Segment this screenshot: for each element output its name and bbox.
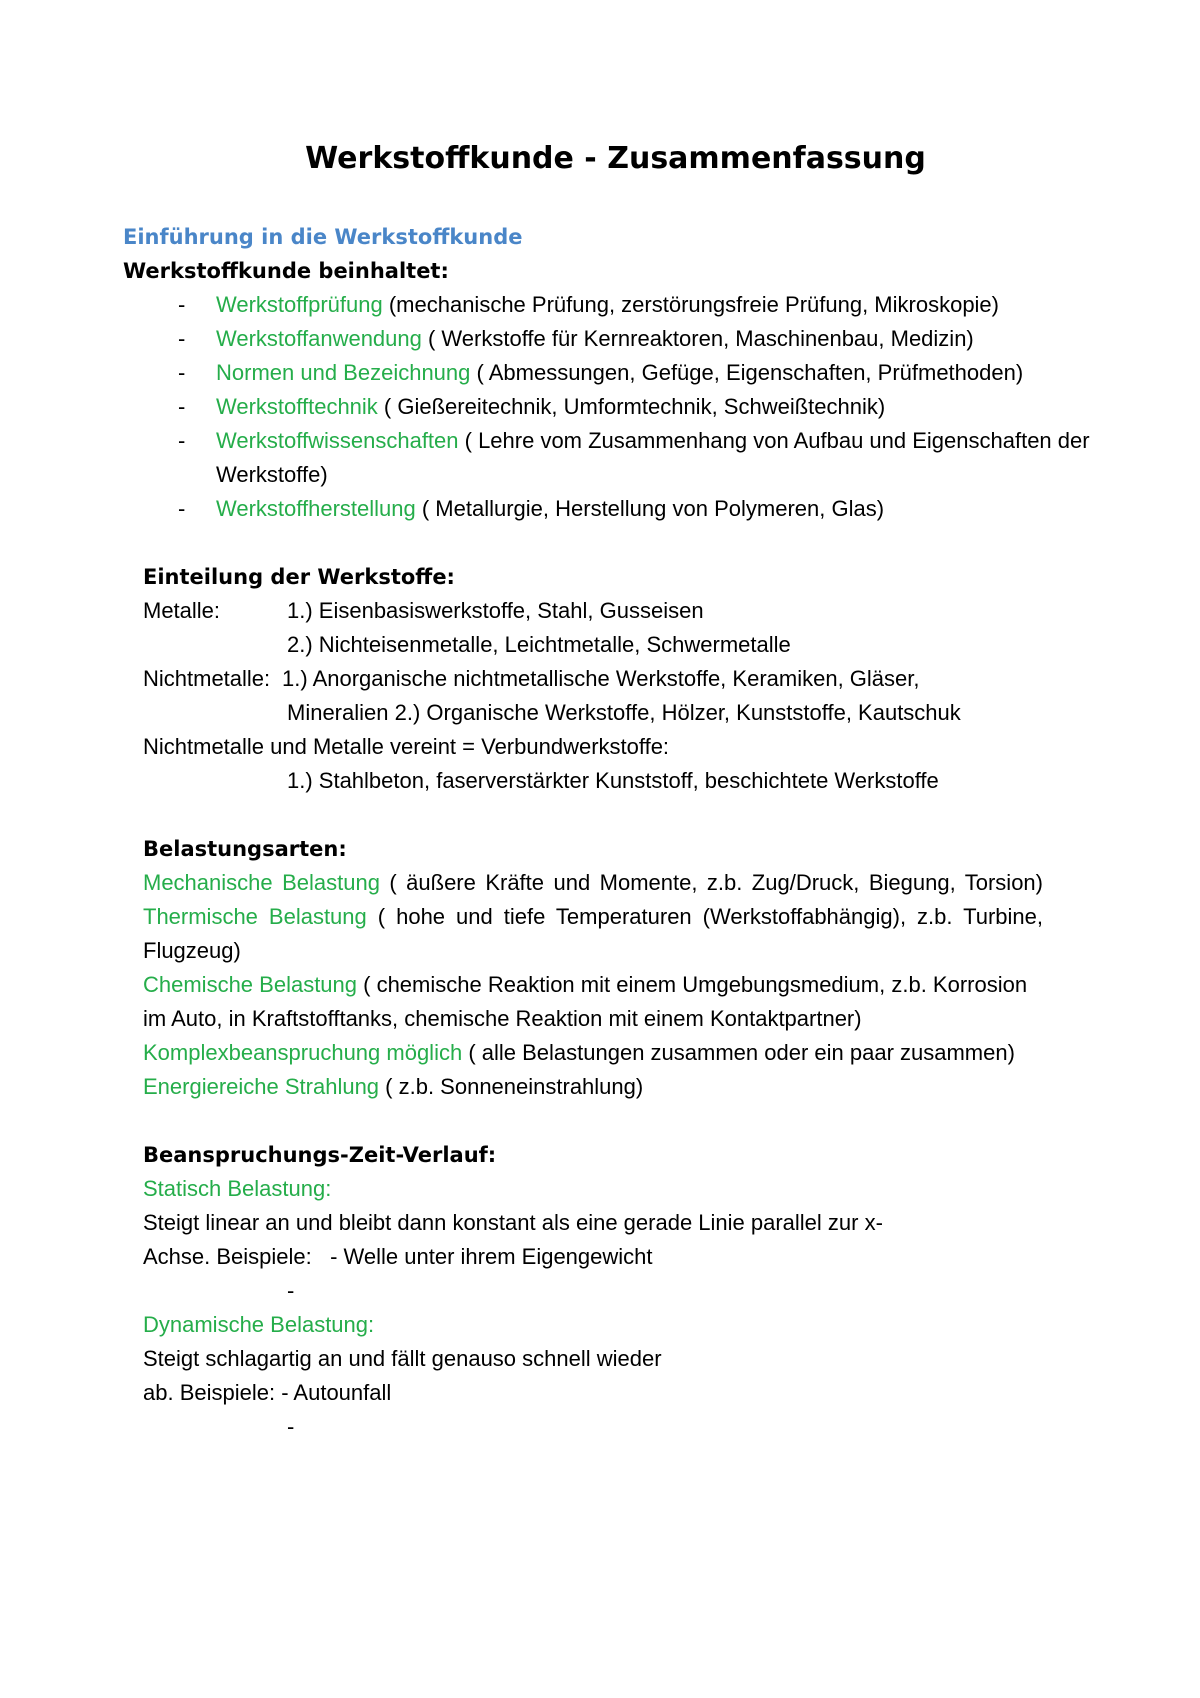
verlauf-heading: Beanspruchungs-Zeit-Verlauf: — [143, 1143, 497, 1167]
belastung-paragraph — [143, 866, 1043, 968]
list-item-desc: ( Abmessungen, Gefüge, Eigenschaften, Prüfmethoden) — [470, 360, 1024, 385]
statisch-dash: - — [287, 1278, 295, 1303]
mech-term: Mechanische Belastung — [143, 870, 380, 895]
metalle-item-1: 1.) Eisenbasiswerkstoffe, Stahl, Gusseisen — [287, 598, 704, 623]
komplex-desc: ( alle Belastungen zusammen oder ein paar zusammen) — [462, 1040, 1015, 1065]
komplex-line — [143, 1036, 1120, 1070]
list-item-desc: (mechanische Prüfung, zerstörungsfreie Prüfung, Mikroskopie) — [382, 292, 999, 317]
list-bullet: - — [178, 326, 186, 351]
verbund-line: Nichtmetalle und Metalle vereint = Verbundwerkstoffe: — [143, 734, 670, 759]
dynamisch-line-1: Steigt schlagartig an und fällt genauso schnell wieder — [143, 1346, 662, 1371]
therm-term: Thermische Belastung — [143, 904, 367, 929]
verlauf-section — [123, 1138, 1120, 1444]
list-item — [123, 492, 1120, 526]
metalle-item-2: 2.) Nichteisenmetalle, Leichtmetalle, Schwermetalle — [287, 632, 791, 657]
therm-desc: ( hohe und tiefe Temperaturen (Werkstoffabhängig), z.b. Turbine, Flugzeug) — [143, 904, 1044, 963]
list-item-term: Werkstoffherstellung — [216, 496, 416, 521]
list-item-desc: ( Gießereitechnik, Umformtechnik, Schweißtechnik) — [377, 394, 886, 419]
list-bullet: - — [178, 394, 186, 419]
intro-subheading: Werkstoffkunde beinhaltet: — [123, 259, 449, 283]
list-item-term: Werkstoffwissenschaften — [216, 428, 459, 453]
einteilung-heading: Einteilung der Werkstoffe: — [143, 565, 455, 589]
energie-term: Energiereiche Strahlung — [143, 1074, 380, 1099]
nichtmetalle-item-2: Mineralien 2.) Organische Werkstoffe, Hölzer, Kunststoffe, Kautschuk — [287, 700, 961, 725]
list-item — [123, 424, 1120, 492]
belastung-heading: Belastungsarten: — [143, 837, 347, 861]
page-title: Werkstoffkunde - Zusammenfassung — [305, 141, 926, 176]
list-item — [123, 356, 1120, 390]
komplex-term: Komplexbeanspruchung möglich — [143, 1040, 463, 1065]
list-item — [123, 390, 1120, 424]
chem-term: Chemische Belastung — [143, 972, 358, 997]
list-bullet: - — [178, 496, 186, 521]
verbund-item-1: 1.) Stahlbeton, faserverstärkter Kunststoff, beschichtete Werkstoffe — [287, 768, 939, 793]
einteilung-section — [123, 560, 1120, 798]
statisch-term: Statisch Belastung: — [143, 1176, 332, 1201]
list-bullet: - — [178, 360, 186, 385]
list-item — [123, 322, 1120, 356]
list-item-term: Normen und Bezeichnung — [216, 360, 471, 385]
intro-heading: Einführung in die Werkstoffkunde — [123, 225, 523, 249]
nichtmetalle-row — [143, 662, 1120, 696]
dynamisch-line-2: ab. Beispiele: - Autounfall — [143, 1380, 392, 1405]
nichtmetalle-label: Nichtmetalle: — [143, 666, 271, 691]
dynamisch-dash: - — [287, 1414, 295, 1439]
energie-line — [143, 1070, 1120, 1104]
list-bullet: - — [178, 428, 186, 453]
intro-list — [123, 288, 1120, 526]
list-item-term: Werkstofftechnik — [216, 394, 378, 419]
statisch-line-1: Steigt linear an und bleibt dann konstant als eine gerade Linie parallel zur x- — [143, 1210, 883, 1235]
list-item — [123, 288, 1120, 322]
belastung-section — [123, 832, 1120, 1104]
metalle-label: Metalle: — [143, 598, 221, 623]
chem-paragraph — [143, 968, 1043, 1036]
mech-desc: ( äußere Kräfte und Momente, z.b. Zug/Druck, Biegung, Torsion) — [379, 870, 1043, 895]
metalle-row — [143, 594, 1120, 628]
list-item-desc: ( Werkstoffe für Kernreaktoren, Maschinenbau, Medizin) — [421, 326, 974, 351]
energie-desc: ( z.b. Sonneneinstrahlung) — [379, 1074, 644, 1099]
dynamisch-term: Dynamische Belastung: — [143, 1312, 375, 1337]
list-item-term: Werkstoffprüfung — [216, 292, 383, 317]
chem-desc: ( chemische Reaktion mit einem Umgebungsmedium, z.b. Korrosion im Auto, in Kraftstofftanks, chemische Reaktion mit einem Kontaktpartner) — [143, 972, 1028, 1031]
list-item-desc: ( Metallurgie, Herstellung von Polymeren, Glas) — [415, 496, 885, 521]
nichtmetalle-item-1: 1.) Anorganische nichtmetallische Werkstoffe, Keramiken, Gläser, — [282, 666, 920, 691]
statisch-line-2: Achse. Beispiele: - Welle unter ihrem Eigengewicht — [143, 1244, 653, 1269]
list-item-desc: ( Lehre vom Zusammenhang von Aufbau und Eigenschaften der Werkstoffe) — [216, 428, 1090, 487]
list-item-term: Werkstoffanwendung — [216, 326, 422, 351]
list-bullet: - — [178, 292, 186, 317]
